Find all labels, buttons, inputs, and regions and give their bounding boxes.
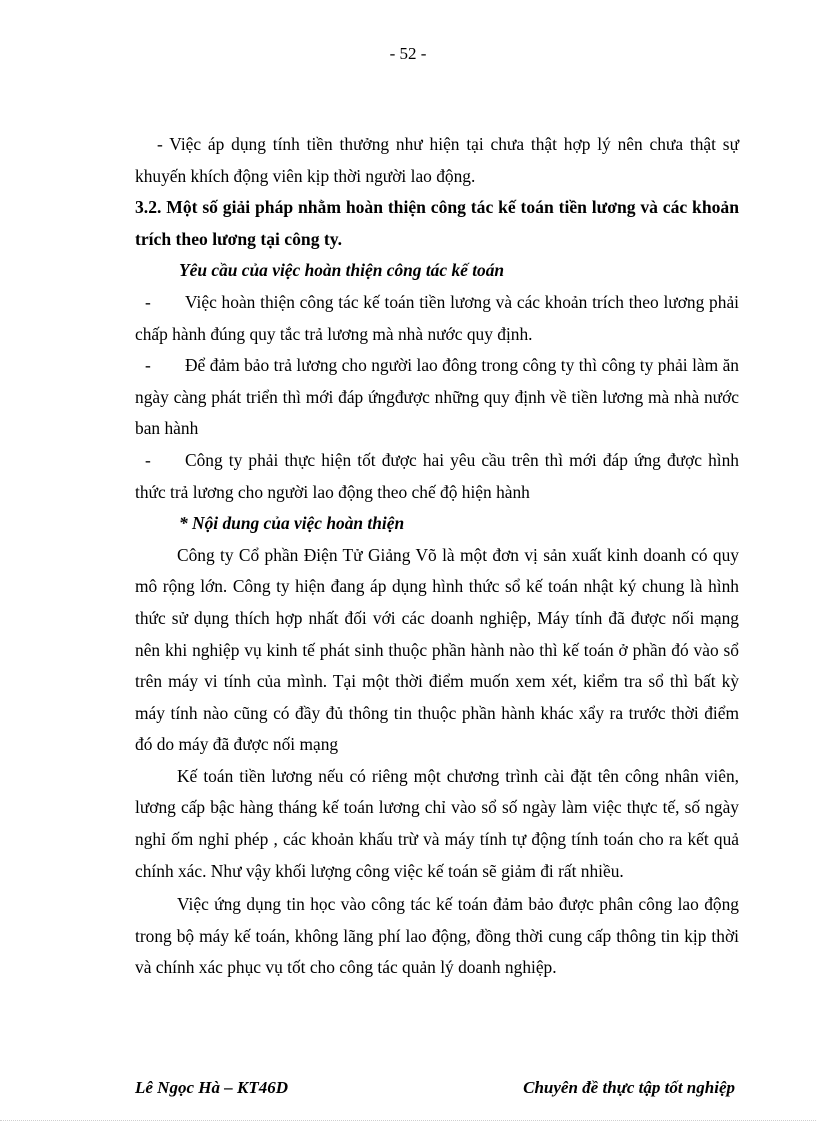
list-item (135, 445, 739, 508)
paragraph-payroll: Kế toán tiền lương nếu có riêng một chương trình cài đặt tên công nhân viên, lương cấp bậc hàng tháng kế toán lương chỉ vào sổ số ngày làm việc thực tế, số ngày nghỉ ốm nghỉ phép , các khoản khấu trừ và máy tính tự động tính toán cho ra kết quả chính xác. Như vậy khối lượng công việc kế toán sẽ giảm đi rất nhiều. (135, 765, 739, 881)
dash-bullet: - (145, 291, 151, 312)
list-item (135, 287, 739, 350)
page-number: - 52 - (389, 44, 427, 63)
list-item-text: Để đảm bảo trả lương cho người lao đông trong công ty thì công ty phải làm ăn ngày càng phát triển thì mới đáp ứngđược những quy định về tiền lương mà nhà nước ban hành (135, 355, 739, 439)
list-item (135, 350, 739, 445)
paragraph-bonus-note: - Việc áp dụng tính tiền thưởng như hiện tại chưa thật hợp lý nên chưa thật sự khuyến khích động viên kịp thời người lao động. (135, 134, 739, 186)
section-heading: 3.2. Một số giải pháp nhằm hoàn thiện công tác kế toán tiền lương và các khoản trích theo lương tại công ty. (135, 197, 739, 249)
list-item-text: Việc hoàn thiện công tác kế toán tiền lương và các khoản trích theo lương phải chấp hành đúng quy tắc trả lương mà nhà nước quy định. (135, 291, 739, 344)
footer-divider (0, 1120, 816, 1121)
document-body (135, 129, 739, 984)
subheading-content: * Nội dung của việc hoàn thiện (179, 513, 405, 534)
footer-title: Chuyên đề thực tập tốt nghiệp (523, 1078, 735, 1097)
list-item-text: Công ty phải thực hiện tốt được hai yêu cầu trên thì mới đáp ứng được hình thức trả lương cho người lao động theo chế độ hiện hành (135, 449, 739, 502)
subheading-requirements: Yêu cầu của việc hoàn thiện công tác kế toán (179, 260, 505, 281)
dash-bullet: - (145, 449, 151, 470)
paragraph-company: Công ty Cổ phần Điện Tử Giảng Võ là một đơn vị sản xuất kinh doanh có quy mô rộng lớn. Công ty hiện đang áp dụng hình thức sổ kế toán nhật ký chung là hình thức sử dụng thích hợp nhất đối với các doanh nghiệp, Máy tính đã được nối mạng nên khi nghiệp vụ kinh tế phát sinh thuộc phần hành nào thì kế toán ở phần đó vào sổ trên máy vi tính của mình. Tại một thời điểm muốn xem xét, kiểm tra sổ thì bất kỳ máy tính nào cũng có đầy đủ thông tin thuộc phần hành khác xẩy ra trước thời điểm đó do máy đã được nối mạng (135, 544, 739, 755)
paragraph-it-application: Việc ứng dụng tin học vào công tác kế toán đảm bảo được phân công lao động trong bộ máy kế toán, không lãng phí lao động, đồng thời cung cấp thông tin kịp thời và chính xác phục vụ tốt cho công tác quản lý doanh nghiệp. (135, 894, 739, 978)
footer-author: Lê Ngọc Hà – KT46D (135, 1078, 288, 1097)
dash-bullet: - (145, 355, 151, 376)
